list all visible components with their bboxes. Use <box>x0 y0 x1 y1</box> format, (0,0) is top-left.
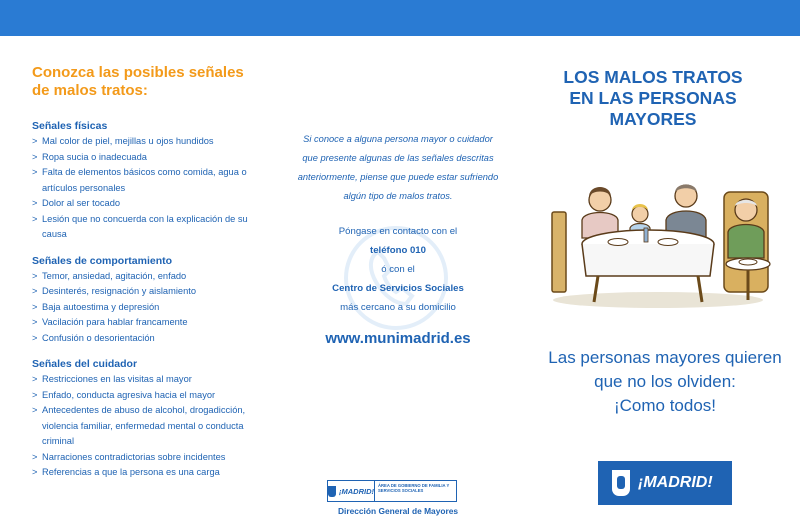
signs-heading <box>32 64 252 100</box>
signs-list-item: > Vacilación para hablar francamente <box>32 315 252 331</box>
signs-list-item: > Confusión o desorientación <box>32 331 252 347</box>
signs-list-item: > Restricciones en las visitas al mayor <box>32 372 252 388</box>
direccion-general-footer: Dirección General de Mayores <box>337 506 459 516</box>
contact-block <box>296 222 500 317</box>
signs-list-item: > Falta de elementos básicos como comida, agua o artículos personales <box>32 165 252 196</box>
signs-list-item: > Referencias a que la persona es una carga <box>32 465 252 481</box>
signs-list-item: > Enfado, conducta agresiva hacia el mayor <box>32 388 252 404</box>
cover-title-line2: EN LAS PERSONAS <box>569 88 737 108</box>
signs-section-title: Señales del cuidador <box>32 358 138 370</box>
signs-column <box>32 64 252 481</box>
contact-line3: ó con el <box>381 264 415 275</box>
website-link[interactable]: www.munimadrid.es <box>325 330 471 347</box>
madrid-logo-mark <box>328 481 375 501</box>
madrid-shield-icon <box>328 486 336 497</box>
signs-list-item: > Lesión que no concuerda con la explicación de su causa <box>32 212 252 243</box>
madrid-logo-text: ¡MADRID! <box>638 474 713 491</box>
cover-title <box>530 67 776 130</box>
signs-list-item: > Narraciones contradictorias sobre incidentes <box>32 450 252 466</box>
contact-phone: teléfono 010 <box>370 245 426 256</box>
contact-column <box>296 0 500 519</box>
signs-section-title: Señales de comportamiento <box>32 254 173 267</box>
family-dinner-illustration <box>548 172 778 312</box>
intro-paragraph: Si conoce a alguna persona mayor o cuidador que presente algunas de las señales descritas anteriormente, piense que puede estar sufriendo algún tipo de malos tratos. <box>297 134 499 201</box>
signs-list <box>32 134 252 243</box>
cover-slogan <box>530 346 800 418</box>
contact-center: Centro de Servicios Sociales <box>332 283 464 294</box>
slogan-line3: ¡Como todos! <box>613 396 717 415</box>
cover-title-line1: LOS MALOS TRATOS <box>563 67 743 87</box>
signs-list-item: > Temor, ansiedad, agitación, enfado <box>32 269 252 285</box>
signs-heading-line1: Conozca las posibles señales <box>32 64 244 81</box>
signs-list <box>32 372 252 481</box>
signs-section <box>32 120 252 243</box>
madrid-shield-icon <box>612 470 630 496</box>
signs-list-item: > Baja autoestima y depresión <box>32 300 252 316</box>
signs-list-item: > Desinterés, resignación y aislamiento <box>32 284 252 300</box>
madrid-logo <box>598 461 732 505</box>
signs-heading-line2: de malos tratos: <box>32 82 148 99</box>
signs-sections <box>32 120 252 481</box>
signs-list-item: > Dolor al ser tocado <box>32 196 252 212</box>
signs-list-item: > Ropa sucia o inadecuada <box>32 150 252 166</box>
area-gobierno-text: ÁREA DE GOBIERNO DE FAMILIA Y SERVICIOS SOCIALES <box>378 483 450 493</box>
cover-title-line3: MAYORES <box>609 109 697 129</box>
signs-section-title: Señales físicas <box>32 120 108 132</box>
slogan-line2: que no los olviden: <box>594 372 736 391</box>
contact-line1: Póngase en contacto con el <box>338 226 458 237</box>
cover-column <box>530 0 800 519</box>
signs-list-item: > Antecedentes de abuso de alcohol, drogadicción, violencia familiar, enfermedad mental o conducta criminal <box>32 403 252 450</box>
signs-section <box>32 255 252 347</box>
signs-section <box>32 358 252 481</box>
signs-list-item: > Mal color de piel, mejillas u ojos hundidos <box>32 134 252 150</box>
signs-list <box>32 269 252 347</box>
slogan-line1: Las personas mayores quieren <box>548 348 782 367</box>
madrid-area-logo <box>327 480 457 502</box>
madrid-logo-text: ¡MADRID! <box>339 486 374 496</box>
contact-line5: más cercano a su domicilio <box>340 302 456 313</box>
